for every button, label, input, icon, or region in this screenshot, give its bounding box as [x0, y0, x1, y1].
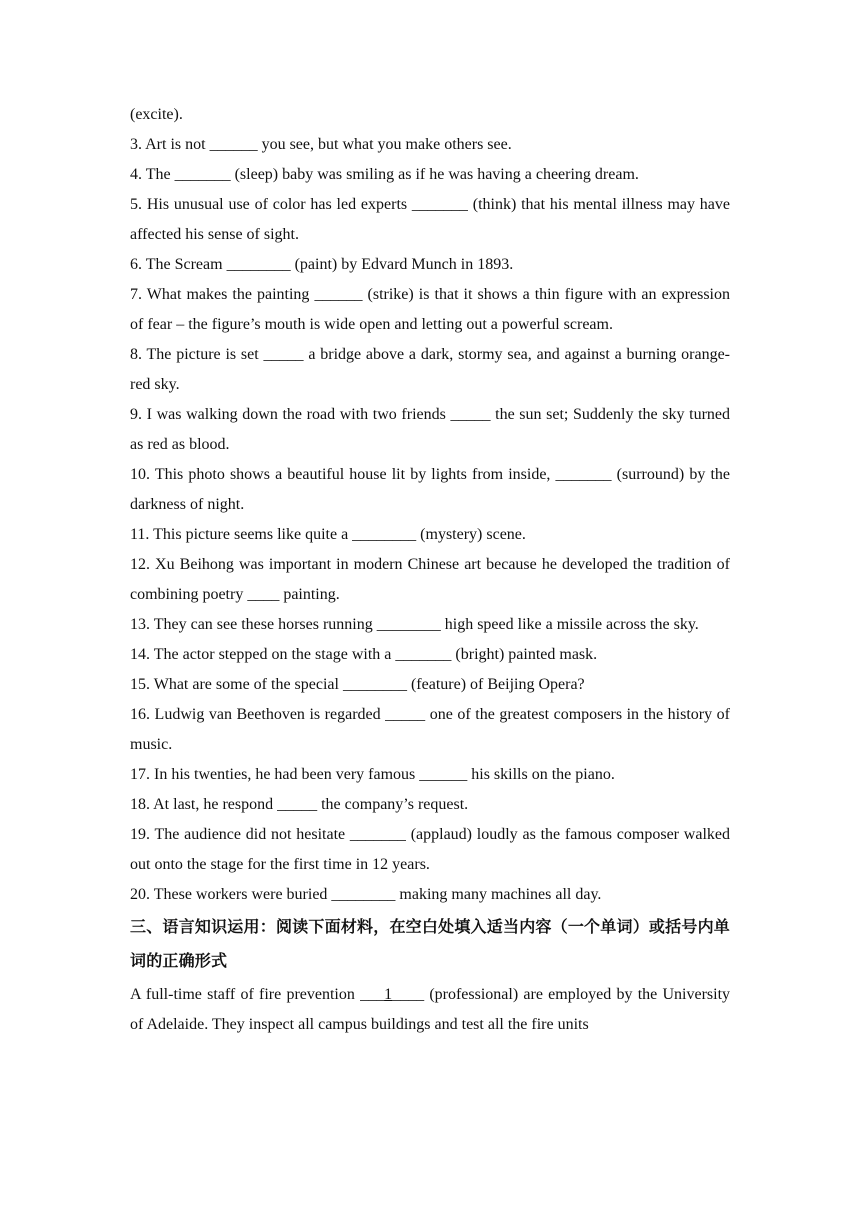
exercise-item: 9. I was walking down the road with two friends _____ the sun set; Suddenly the sky turned as red as blood. — [130, 406, 730, 453]
exercise-item: 3. Art is not ______ you see, but what you make others see. — [130, 136, 512, 153]
carry-over-line: (excite). — [130, 106, 183, 123]
exercise-item: 18. At last, he respond _____ the company’s request. — [130, 796, 469, 813]
exercise-item: 5. His unusual use of color has led experts _______ (think) that his mental illness may have affected his sense of sight. — [130, 196, 730, 243]
exercise-item: 19. The audience did not hesitate _______ (applaud) loudly as the famous composer walked out onto the stage for the first time in 12 years. — [130, 826, 730, 873]
section-heading: 三、语言知识运用：阅读下面材料，在空白处填入适当内容（一个单词）或括号内单词的正确形式 — [130, 917, 730, 970]
exercise-item: 4. The _______ (sleep) baby was smiling as if he was having a cheering dream. — [130, 166, 639, 183]
exercise-item: 6. The Scream ________ (paint) by Edvard Munch in 1893. — [130, 256, 514, 273]
passage-text-after: ____ (professional) are employed by the University of Adelaide. They inspect all campus buildings and test all the fire units — [130, 986, 731, 1033]
passage-text-before: A full-time staff of fire prevention ___ — [130, 986, 385, 1003]
exercise-item: 20. These workers were buried ________ making many machines all day. — [130, 886, 602, 903]
exercise-item: 12. Xu Beihong was important in modern Chinese art because he developed the tradition of combining poetry ____ painting. — [130, 556, 730, 603]
exercise-item: 11. This picture seems like quite a ________ (mystery) scene. — [130, 526, 526, 543]
document-page — [130, 100, 730, 1040]
exercise-item: 14. The actor stepped on the stage with a _______ (bright) painted mask. — [130, 646, 598, 663]
exercise-item: 15. What are some of the special ________ (feature) of Beijing Opera? — [130, 676, 585, 693]
blank-number: 1 — [384, 986, 393, 1003]
exercise-item: 7. What makes the painting ______ (strike) is that it shows a thin figure with an expression of fear – the figure’s mouth is wide open and letting out a powerful scream. — [130, 286, 730, 333]
exercise-list — [130, 130, 730, 910]
exercise-item: 10. This photo shows a beautiful house lit by lights from inside, _______ (surround) by the darkness of night. — [130, 466, 730, 513]
exercise-item: 17. In his twenties, he had been very famous ______ his skills on the piano. — [130, 766, 615, 783]
exercise-item: 13. They can see these horses running ________ high speed like a missile across the sky. — [130, 616, 699, 633]
exercise-item: 16. Ludwig van Beethoven is regarded _____ one of the greatest composers in the history of music. — [130, 706, 730, 753]
passage-paragraph — [130, 980, 730, 1040]
exercise-item: 8. The picture is set _____ a bridge above a dark, stormy sea, and against a burning orange-red sky. — [130, 346, 730, 393]
